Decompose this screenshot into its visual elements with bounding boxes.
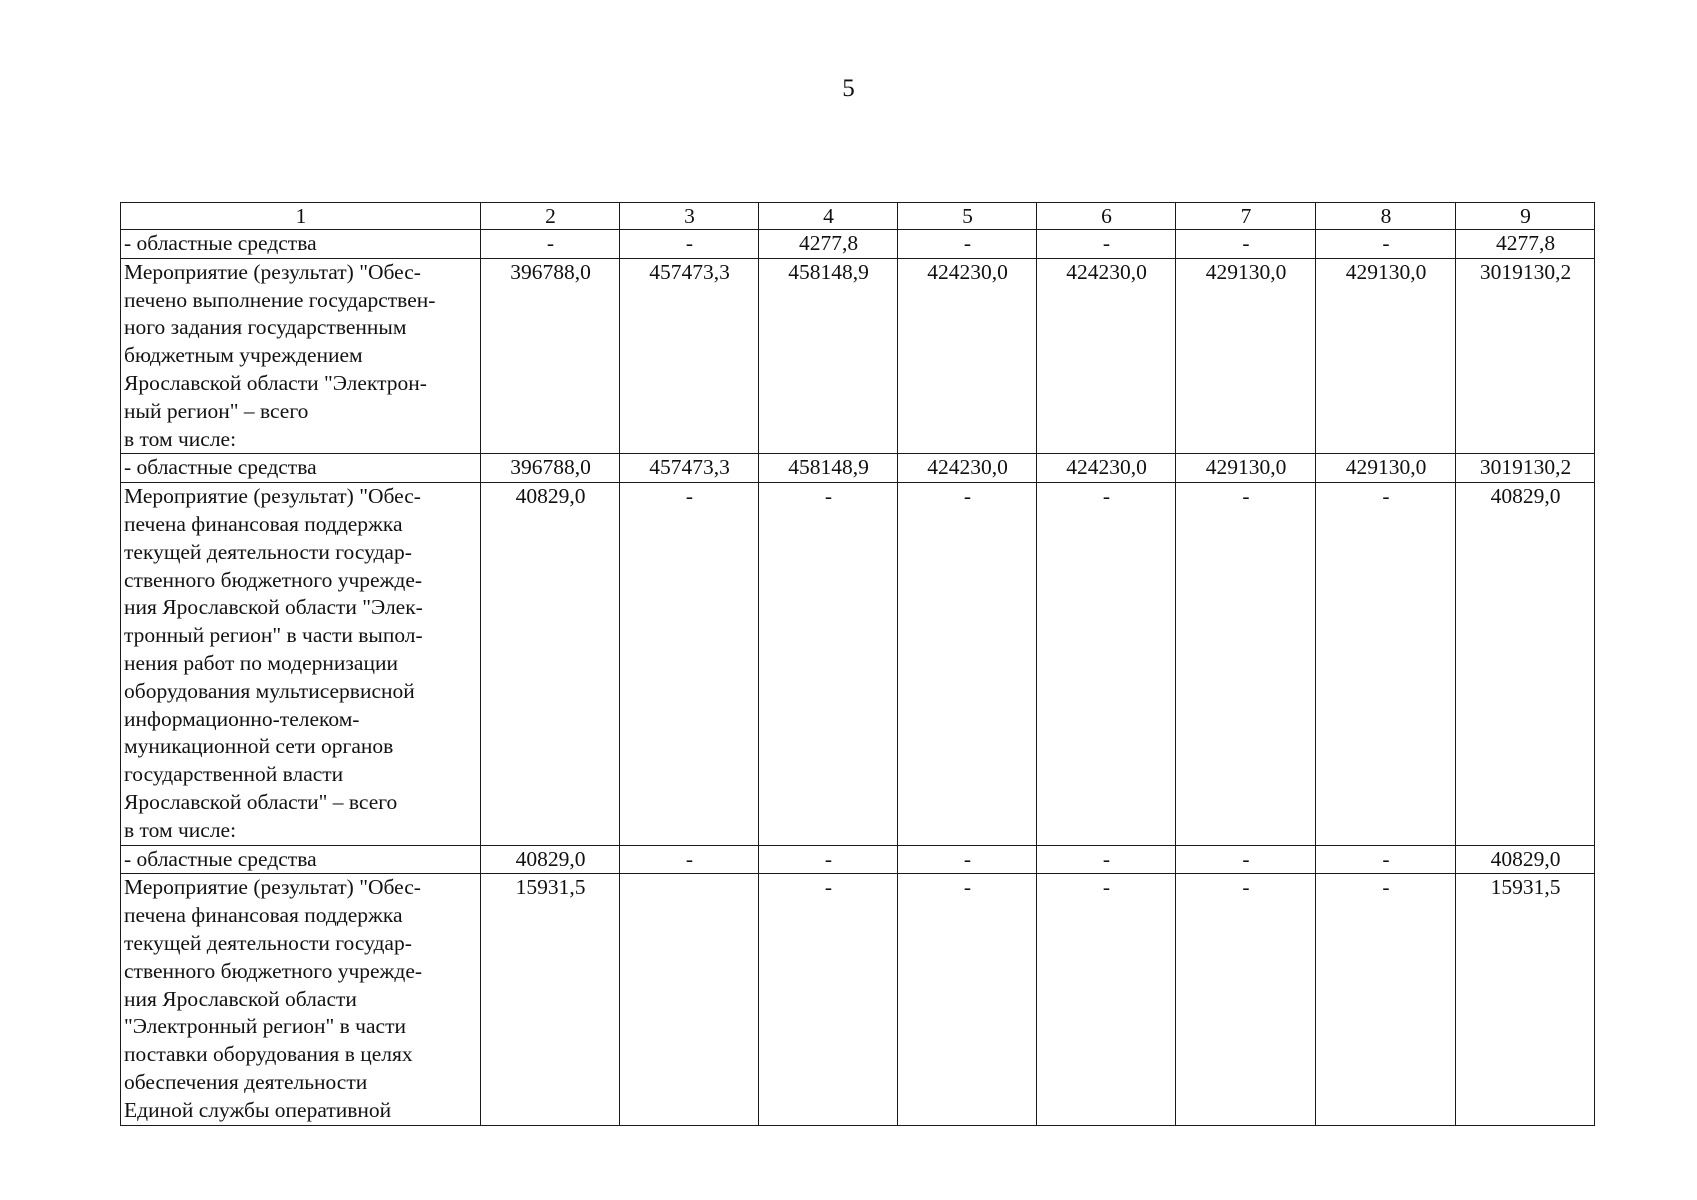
value-cell: 4277,8 <box>1456 230 1595 259</box>
description-line: нения работ по модернизации <box>124 650 398 675</box>
value-cell: 429130,0 <box>1176 258 1316 454</box>
description-line: текущей деятельности государ- <box>124 539 412 564</box>
value-cell: - <box>898 483 1037 845</box>
value-cell: - <box>1176 230 1316 259</box>
description-line: муникационной сети органов <box>124 734 394 759</box>
value-cell: - <box>1037 845 1176 874</box>
description-line: печена финансовая поддержка <box>124 903 403 928</box>
description-line: печена финансовая поддержка <box>124 511 403 536</box>
header-cell: 5 <box>898 203 1037 230</box>
table-row <box>121 483 1595 845</box>
description-line: ного задания государственным <box>124 315 407 340</box>
description-line: Мероприятие (результат) "Обес- <box>124 259 421 284</box>
description-line: - областные средства <box>124 455 317 480</box>
budget-table <box>120 202 1595 1126</box>
description-line: ния Ярославской области <box>124 986 357 1011</box>
description-line: поставки оборудования в целях <box>124 1042 413 1067</box>
value-cell: - <box>481 230 620 259</box>
description-line: Ярославской области" – всего <box>124 789 398 814</box>
description-line: в том числе: <box>124 817 237 842</box>
value-cell: 457473,3 <box>620 454 759 483</box>
description-line: ственного бюджетного учрежде- <box>124 958 423 983</box>
value-cell: - <box>1316 230 1456 259</box>
table-row <box>121 874 1595 1125</box>
value-cell: - <box>620 845 759 874</box>
value-cell: - <box>1316 874 1456 1125</box>
row-description-cell <box>121 483 481 845</box>
value-cell: 396788,0 <box>481 454 620 483</box>
table-row <box>121 258 1595 454</box>
description-line: - областные средства <box>124 846 317 871</box>
description-line: "Электронный регион" в части <box>124 1014 406 1039</box>
header-cell: 9 <box>1456 203 1595 230</box>
value-cell: 424230,0 <box>898 454 1037 483</box>
value-cell: 3019130,2 <box>1456 258 1595 454</box>
row-description-cell <box>121 230 481 259</box>
value-cell: 396788,0 <box>481 258 620 454</box>
row-description-cell <box>121 454 481 483</box>
value-cell: 3019130,2 <box>1456 454 1595 483</box>
header-cell: 8 <box>1316 203 1456 230</box>
header-cell: 4 <box>759 203 898 230</box>
value-cell: - <box>1037 230 1176 259</box>
value-cell: 429130,0 <box>1316 258 1456 454</box>
value-cell: 15931,5 <box>481 874 620 1125</box>
description-line: обеспечения деятельности <box>124 1069 368 1094</box>
value-cell: - <box>759 845 898 874</box>
value-cell: - <box>1176 483 1316 845</box>
description-line: ния Ярославской области "Элек- <box>124 595 423 620</box>
header-cell: 6 <box>1037 203 1176 230</box>
header-cell: 1 <box>121 203 481 230</box>
description-line: тронный регион" в части выпол- <box>124 623 423 648</box>
value-cell: 458148,9 <box>759 454 898 483</box>
value-cell: 15931,5 <box>1456 874 1595 1125</box>
value-cell: - <box>759 874 898 1125</box>
value-cell: - <box>1176 845 1316 874</box>
value-cell: 40829,0 <box>481 845 620 874</box>
value-cell: 424230,0 <box>898 258 1037 454</box>
value-cell: - <box>1176 874 1316 1125</box>
description-line: Мероприятие (результат) "Обес- <box>124 484 421 509</box>
description-line: Единой службы оперативной <box>124 1097 392 1122</box>
table-row <box>121 845 1595 874</box>
description-line: информационно-телеком- <box>124 706 360 731</box>
value-cell: 424230,0 <box>1037 454 1176 483</box>
value-cell: - <box>898 874 1037 1125</box>
value-cell: 424230,0 <box>1037 258 1176 454</box>
description-line: Ярославской области "Электрон- <box>124 370 427 395</box>
value-cell: 40829,0 <box>481 483 620 845</box>
table-row <box>121 230 1595 259</box>
description-line: государственной власти <box>124 762 344 787</box>
description-line: бюджетным учреждением <box>124 343 363 368</box>
table-row <box>121 454 1595 483</box>
value-cell: 429130,0 <box>1176 454 1316 483</box>
value-cell: - <box>759 483 898 845</box>
value-cell: 458148,9 <box>759 258 898 454</box>
description-line: текущей деятельности государ- <box>124 930 412 955</box>
value-cell: 429130,0 <box>1316 454 1456 483</box>
table-header-row <box>121 203 1595 230</box>
description-line: ный регион" – всего <box>124 398 309 423</box>
row-description-cell <box>121 874 481 1125</box>
value-cell: - <box>620 230 759 259</box>
description-line: оборудования мультисервисной <box>124 678 415 703</box>
value-cell <box>620 874 759 1125</box>
value-cell: 457473,3 <box>620 258 759 454</box>
description-line: в том числе: <box>124 426 237 451</box>
value-cell: 40829,0 <box>1456 845 1595 874</box>
value-cell: 40829,0 <box>1456 483 1595 845</box>
header-cell: 7 <box>1176 203 1316 230</box>
description-line: печено выполнение государствен- <box>124 287 436 312</box>
value-cell: - <box>898 845 1037 874</box>
value-cell: - <box>620 483 759 845</box>
description-line: ственного бюджетного учрежде- <box>124 567 423 592</box>
value-cell: - <box>1037 874 1176 1125</box>
description-line: - областные средства <box>124 231 317 255</box>
value-cell: - <box>1316 845 1456 874</box>
description-line: Мероприятие (результат) "Обес- <box>124 875 421 900</box>
value-cell: - <box>898 230 1037 259</box>
value-cell: 4277,8 <box>759 230 898 259</box>
header-cell: 3 <box>620 203 759 230</box>
page-number: 5 <box>842 75 855 102</box>
value-cell: - <box>1316 483 1456 845</box>
header-cell: 2 <box>481 203 620 230</box>
row-description-cell <box>121 258 481 454</box>
value-cell: - <box>1037 483 1176 845</box>
row-description-cell <box>121 845 481 874</box>
